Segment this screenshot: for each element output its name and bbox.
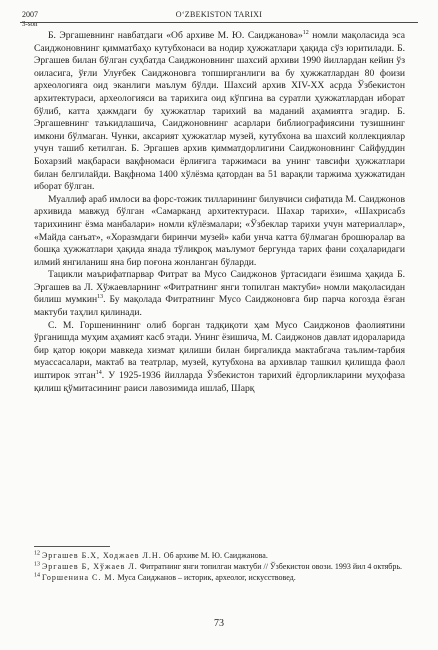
paragraph-text: Тацикли маърифатпарвар Фитрат ва Мусо Саиджонов ўртасидаги ёзишма ҳақида Б. Эргашев ва Л. Хўжаевларнинг «Фитратнинг янги топилган мактуби» номли мақоласидан билиш мумкин (34, 269, 405, 306)
footnote-text: Об архиве М. Ю. Саиджанова. (161, 551, 268, 560)
footnote-number: 13 (34, 561, 40, 568)
footnote-author: Эргашев Б.Х, Ходжаев Л.Н. (42, 551, 162, 560)
page-number: 73 (214, 618, 224, 629)
footnote-ref: 12 (302, 29, 309, 36)
footnotes (34, 550, 406, 583)
footnote-ref: 14 (95, 369, 102, 376)
paragraph-text-cont: . У 1925-1936 йилларда Ўзбекистон тарихий ёдгорликларини муҳофаза қилиш қўмитасининг раиси лавозимида ишлаб, Шарқ (34, 370, 405, 394)
header-year: 2007 (22, 10, 38, 19)
paragraph-text: Б. Эргашевнинг навбатдаги «Об архиве М. Ю. Саиджанова» (48, 30, 303, 41)
header-issue: 3-son (22, 20, 38, 28)
footnote-text: Фитратнинг янги топилган мактуби // Ўзбекистон овози. 1993 йил 4 октябрь. (137, 562, 402, 571)
paragraph-text: С. М. Горшениннинг олиб борган тадқиқоти ҳам Мусо Саиджонов фаолиятини ўрганишда муҳим аҳамият касб этади. Унинг ёзишича, М. Саиджонов давлат идораларида бир қатор юқори мавкеда хизмат қилиши билан биргаликда мактабгача таълим-тарбия муассасалари, мактаб ва театрлар, музей, кутубхона ва архивлар ташкил қилишда фаол иштирок этган (34, 319, 405, 382)
footnote-number: 12 (34, 550, 40, 557)
footnote-ref: 13 (97, 294, 104, 301)
article-body (34, 30, 405, 395)
footnote-rule (34, 546, 110, 547)
paragraph (34, 320, 405, 396)
footnote-author: Горшенина С. М. (42, 573, 116, 582)
paragraph (34, 194, 405, 270)
header-rule (20, 22, 418, 23)
journal-title: O‘ZBEKISTON TARIXI (175, 10, 263, 19)
footnote (34, 550, 406, 561)
footnote-number: 14 (34, 572, 40, 579)
paragraph (34, 30, 405, 194)
footnote-text: Муса Саиджанов – историк, археолог, искусствовед. (115, 573, 296, 582)
paragraph-text: Муаллиф араб имлоси ва форс-тожик тилларининг билувчиси сифатида М. Саиджонов архивида мавжуд бўлган «Самарканд архитектураси. Шахар тарихи», «Шахрисабз тарихининг ёзма манбалари» номли кўлёзмалари; «Ўзбеклар тарихи учун материаллар», «Майда санъат», «Хоразмдаги биринчи музей» каби унча катта бўлмаган брошюралар ва бошқа ҳужжатлари ҳақида янада тўлиқроқ маълумот бергунда тарих фани соҳаларидаги илмий янгиланиш яна бир поғона жонланган бўларди. (34, 193, 405, 268)
footnote (34, 561, 406, 572)
paragraph-text-cont: номли мақоласида эса Саиджоновнинг қимматбаҳо кутубхонаси ва нодир ҳужжатлари ҳақида сўз юритилади. Б. Эргашев билан бўлган суҳбатда Саиджоновнинг шахсий архиви 1990 йиллардан кейин ўз оиласига, ўғли Улуғбек Саиджоновга топширганлиги ва бу ҳужжатлардан 80 фоизи археологияга оид эканлиги маълум бўлди. Шахсий архив XIV-XX асрда Ўзбекистон архитектураси, археологияси ва тарихига оид кўпгина ва суратли ҳужжатлардан иборат бўлиб, катта ҳажмдаги бу ҳужжатлар тарихий ва маданий аҳамиятга эгадир. Б. Эргашевнинг таъкидлашича, Саиджоновнинг асарлари библиографиясини тузишнинг имкони бўлмаган. Чунки, аксарият ҳужжатлар музей, кутубхона ва шахсий коллекциялар учун ташиб кетилган. Б. Эргашев архив қимматдорлигини Саиджоновнинг Сайфуддин Бохарзий мақбараси вақфномаси ёрлиғига таржимаси ва унинг тавсифи ҳужжатлари билан белгилайди. Вақфнома 1400 хўлёзма қатордан ва 51 варақли таржима ҳужжатидан иборат бўлган. (34, 30, 405, 193)
paragraph-text-cont: . Бу мақолада Фитратнинг Мусо Саиджоновга бир парча когозда ёзган мактуби таҳлил қилинади. (34, 294, 405, 319)
footnote-author: Эргашев Б, Хўжаев Л. (42, 562, 138, 571)
paragraph (34, 269, 405, 319)
footnote (34, 572, 406, 583)
